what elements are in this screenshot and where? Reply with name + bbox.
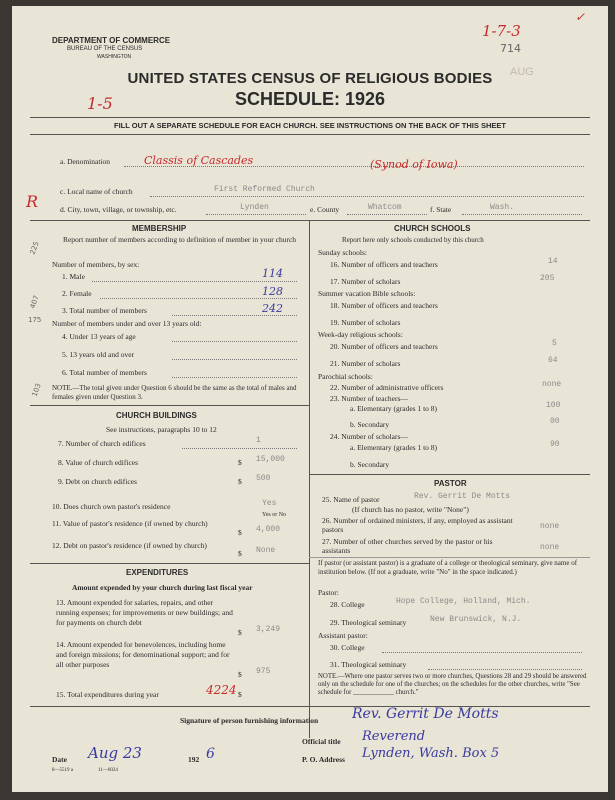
school-21-label: 21. Number of scholars bbox=[330, 359, 401, 368]
signature-value: Rev. Gerrit De Motts bbox=[352, 706, 499, 722]
total-members-6-label: 6. Total number of members bbox=[62, 368, 147, 377]
state-line bbox=[462, 214, 582, 215]
margin-pencil-note: 407 bbox=[28, 294, 41, 310]
school-23a-value: 100 bbox=[546, 401, 561, 410]
school-21-value: 64 bbox=[548, 356, 558, 365]
assistant-seminary-line bbox=[428, 669, 582, 670]
assistant-section-label: Assistant pastor: bbox=[318, 631, 368, 640]
school-18-label: 18. Number of officers and teachers bbox=[330, 301, 438, 310]
school-22-label: 22. Number of administrative officers bbox=[330, 383, 444, 392]
form-code: 8—5519 a bbox=[52, 768, 73, 773]
membership-by-sex-label: Number of members, by sex: bbox=[52, 260, 140, 269]
female-value: 128 bbox=[262, 285, 283, 298]
state-value: Wash. bbox=[490, 203, 515, 212]
city-label: d. City, town, village, or township, etc. bbox=[60, 205, 177, 214]
residence-value-dollar: $ bbox=[238, 528, 242, 537]
assistant-seminary-label: 31. Theological seminary bbox=[330, 660, 407, 669]
schools-heading: CHURCH SCHOOLS bbox=[394, 224, 471, 233]
edifice-debt-label: 9. Debt on church edifices bbox=[58, 477, 137, 486]
year-value: 6 bbox=[206, 746, 215, 762]
buildings-heading: CHURCH BUILDINGS bbox=[116, 411, 197, 420]
residence-debt-label: 12. Debt on pastor's residence (if owned by church) bbox=[52, 541, 207, 550]
church-edifices-label: 7. Number of church edifices bbox=[58, 439, 146, 448]
other-churches-label: 27. Number of other churches served by the pastor or his assistants bbox=[322, 537, 493, 555]
divider bbox=[30, 134, 590, 135]
male-line bbox=[92, 281, 297, 282]
year-label: 192 bbox=[188, 755, 200, 764]
total-members-label: 3. Total number of members bbox=[62, 306, 147, 315]
buildings-subheading: See instructions, paragraphs 10 to 12 bbox=[106, 425, 217, 434]
school-17-label: 17. Number of scholars bbox=[330, 277, 401, 286]
total-members-6-line bbox=[172, 377, 297, 378]
school-20-value: 5 bbox=[552, 339, 557, 348]
denomination-value: Classis of Cascades bbox=[144, 154, 254, 167]
school-24-label: 24. Number of scholars— bbox=[330, 432, 408, 441]
male-label: 1. Male bbox=[62, 272, 85, 281]
official-title-value: Reverend bbox=[362, 729, 426, 744]
under-13-label: 4. Under 13 years of age bbox=[62, 332, 136, 341]
school-23-label: 23. Number of teachers— bbox=[330, 394, 408, 403]
school-23a-label: a. Elementary (grades 1 to 8) bbox=[350, 404, 438, 413]
benevolences-dollar: $ bbox=[238, 670, 242, 679]
address-value: Lynden, Wash. Box 5 bbox=[362, 746, 500, 761]
church-edifices-line bbox=[182, 448, 297, 449]
pastor-college-value: Hope College, Holland, Mich. bbox=[396, 597, 531, 606]
summer-schools-label: Summer vacation Bible schools: bbox=[318, 289, 416, 298]
school-16-value: 14 bbox=[548, 257, 558, 266]
edifice-value-dollar: $ bbox=[238, 458, 242, 467]
school-22-value: none bbox=[542, 380, 562, 389]
benevolences-value: 975 bbox=[256, 667, 271, 676]
local-name-label: c. Local name of church bbox=[60, 187, 133, 196]
edifice-value-label: 8. Value of church edifices bbox=[58, 458, 139, 467]
schools-subheading: Report here only schools conducted by this church bbox=[342, 236, 484, 244]
edifice-debt-value: 500 bbox=[256, 474, 271, 483]
female-label: 2. Female bbox=[62, 289, 92, 298]
pastor-seminary-label: 29. Theological seminary bbox=[330, 618, 407, 627]
file-number-stamp: 714 bbox=[500, 42, 521, 55]
assistant-college-label: 30. College bbox=[330, 643, 365, 652]
divider bbox=[309, 557, 590, 558]
state-label: f. State bbox=[430, 205, 452, 214]
form-title: UNITED STATES CENSUS OF RELIGIOUS BODIES bbox=[127, 70, 493, 87]
female-line bbox=[100, 298, 297, 299]
divider bbox=[30, 563, 309, 564]
residence-value-label: 11. Value of pastor's residence (if owned by church) bbox=[52, 519, 208, 528]
column-divider bbox=[309, 220, 310, 738]
membership-subheading: Report number of members according to definition of member in your church bbox=[62, 235, 297, 244]
denomination-synod: (Synod of Iowa) bbox=[370, 158, 458, 171]
date-stamp: AUG bbox=[510, 66, 534, 78]
parochial-schools-label: Parochial schools: bbox=[318, 372, 373, 381]
male-value: 114 bbox=[262, 267, 283, 280]
edifice-debt-dollar: $ bbox=[238, 477, 242, 486]
divider bbox=[30, 220, 590, 221]
margin-pencil-note: 225 bbox=[28, 240, 41, 256]
owns-residence-label: 10. Does church own pastor's residence bbox=[52, 502, 171, 511]
graduate-note: If pastor (or assistant pastor) is a graduate of a college or theological seminary, give name of institution below. (If not a graduate, write "No" in the space indicated.) bbox=[318, 559, 578, 576]
residence-debt-dollar: $ bbox=[238, 549, 242, 558]
running-expenses-label: 13. Amount expended for salaries, repairs, and other running expenses; for improvements or new buildings; and for payments on church debt bbox=[56, 598, 233, 627]
pastor-seminary-value: New Brunswick, N.J. bbox=[430, 615, 522, 624]
school-24a-value: 90 bbox=[550, 440, 560, 449]
margin-pencil-note: 103 bbox=[30, 382, 43, 398]
instruction-line: FILL OUT A SEPARATE SCHEDULE FOR EACH CHURCH. SEE INSTRUCTIONS ON THE BACK OF THIS SHEET bbox=[114, 121, 506, 130]
school-19-label: 19. Number of scholars bbox=[330, 318, 401, 327]
owns-residence-value: Yes bbox=[262, 499, 277, 508]
over-13-line bbox=[172, 359, 297, 360]
city-heading: WASHINGTON bbox=[97, 54, 132, 60]
weekday-schools-label: Week-day religious schools: bbox=[318, 330, 403, 339]
denomination-label: a. Denomination bbox=[60, 157, 110, 166]
local-name-line bbox=[150, 196, 584, 197]
school-24a-label: a. Elementary (grades 1 to 8) bbox=[350, 443, 438, 452]
benevolences-label: 14. Amount expended for benevolences, including home and foreign missions; for denominational support; and for all other purposes bbox=[56, 640, 230, 669]
school-24b-label: b. Secondary bbox=[350, 460, 390, 469]
city-value: Lynden bbox=[240, 203, 269, 212]
residence-debt-value: None bbox=[256, 546, 276, 555]
city-line bbox=[206, 214, 306, 215]
margin-pencil-note: 175 bbox=[28, 316, 42, 324]
pastor-college-label: 28. College bbox=[330, 600, 365, 609]
check-mark: ✓ bbox=[575, 10, 586, 24]
school-17-value: 205 bbox=[540, 274, 555, 283]
expenditures-subheading: Amount expended by your church during last fiscal year bbox=[72, 583, 253, 592]
over-13-label: 5. 13 years old and over bbox=[62, 350, 135, 359]
census-schedule-page bbox=[12, 6, 608, 792]
assistant-college-line bbox=[382, 652, 582, 653]
total-expenditures-dollar: $ bbox=[238, 690, 242, 699]
county-line bbox=[347, 214, 427, 215]
assistant-pastors-label: 26. Number of ordained ministers, if any, employed as assistant pastors bbox=[322, 516, 513, 534]
other-churches-value: none bbox=[540, 543, 560, 552]
divider bbox=[30, 405, 309, 406]
pastor-section-label: Pastor: bbox=[318, 588, 339, 597]
divider bbox=[309, 474, 590, 475]
membership-heading: MEMBERSHIP bbox=[132, 224, 187, 233]
left-letter-mark: R bbox=[26, 192, 39, 211]
total-members-line bbox=[172, 315, 297, 316]
address-label: P. O. Address bbox=[302, 755, 345, 764]
department-heading: DEPARTMENT OF COMMERCE bbox=[52, 36, 171, 45]
pastor-name-label: 25. Name of pastor bbox=[322, 495, 380, 504]
residence-value: 4,000 bbox=[256, 525, 281, 534]
church-edifices-value: 1 bbox=[256, 436, 261, 445]
total-members-value: 242 bbox=[262, 302, 283, 315]
pastor-name-hint: (If church has no pastor, write "None") bbox=[352, 505, 469, 514]
local-name-value: First Reformed Church bbox=[214, 185, 315, 194]
pastor-name-value: Rev. Gerrit De Motts bbox=[414, 492, 511, 501]
pastor-heading: PASTOR bbox=[434, 479, 467, 488]
members-by-age-label: Number of members under and over 13 years old: bbox=[52, 319, 202, 328]
county-value: Whatcom bbox=[368, 203, 402, 212]
under-13-line bbox=[172, 341, 297, 342]
sunday-schools-label: Sunday schools: bbox=[318, 248, 367, 257]
schedule-title: SCHEDULE: 1926 bbox=[234, 89, 386, 109]
running-expenses-dollar: $ bbox=[238, 628, 242, 637]
form-code-2: 11—6024 bbox=[98, 768, 118, 773]
assistant-pastors-value: none bbox=[540, 522, 560, 531]
file-code-stamp: 1-7-3 bbox=[482, 22, 521, 40]
school-20-label: 20. Number of officers and teachers bbox=[330, 342, 438, 351]
date-label: Date bbox=[52, 755, 67, 764]
bureau-heading: BUREAU OF THE CENSUS bbox=[67, 46, 143, 52]
school-16-label: 16. Number of officers and teachers bbox=[330, 260, 438, 269]
expenditures-heading: EXPENDITURES bbox=[126, 568, 189, 577]
school-23b-label: b. Secondary bbox=[350, 420, 390, 429]
date-value: Aug 23 bbox=[88, 744, 142, 762]
divider bbox=[30, 117, 590, 118]
yes-or-no-hint: Yes or No bbox=[262, 512, 287, 518]
edifice-value: 15,000 bbox=[256, 455, 285, 464]
official-title-label: Official title bbox=[302, 737, 341, 746]
county-label: e. County bbox=[310, 205, 340, 214]
pastor-note: NOTE.—Where one pastor serves two or more churches, Questions 28 and 29 should be answered only on the schedule for one of the churches; on the schedules for the other churches, write "See schedule for ____________ church." bbox=[318, 673, 587, 696]
divider bbox=[30, 706, 590, 707]
signature-label: Signature of person furnishing information bbox=[180, 716, 319, 725]
membership-note: NOTE.—The total given under Question 6 should be the same as the total of males and females given under Question 3. bbox=[52, 384, 297, 401]
school-23b-value: 00 bbox=[550, 417, 560, 426]
running-expenses-value: 3,249 bbox=[256, 625, 281, 634]
total-expenditures-label: 15. Total expenditures during year bbox=[56, 690, 159, 699]
total-expenditures-value: 4224 bbox=[206, 683, 237, 697]
left-code-stamp: 1-5 bbox=[87, 94, 113, 113]
